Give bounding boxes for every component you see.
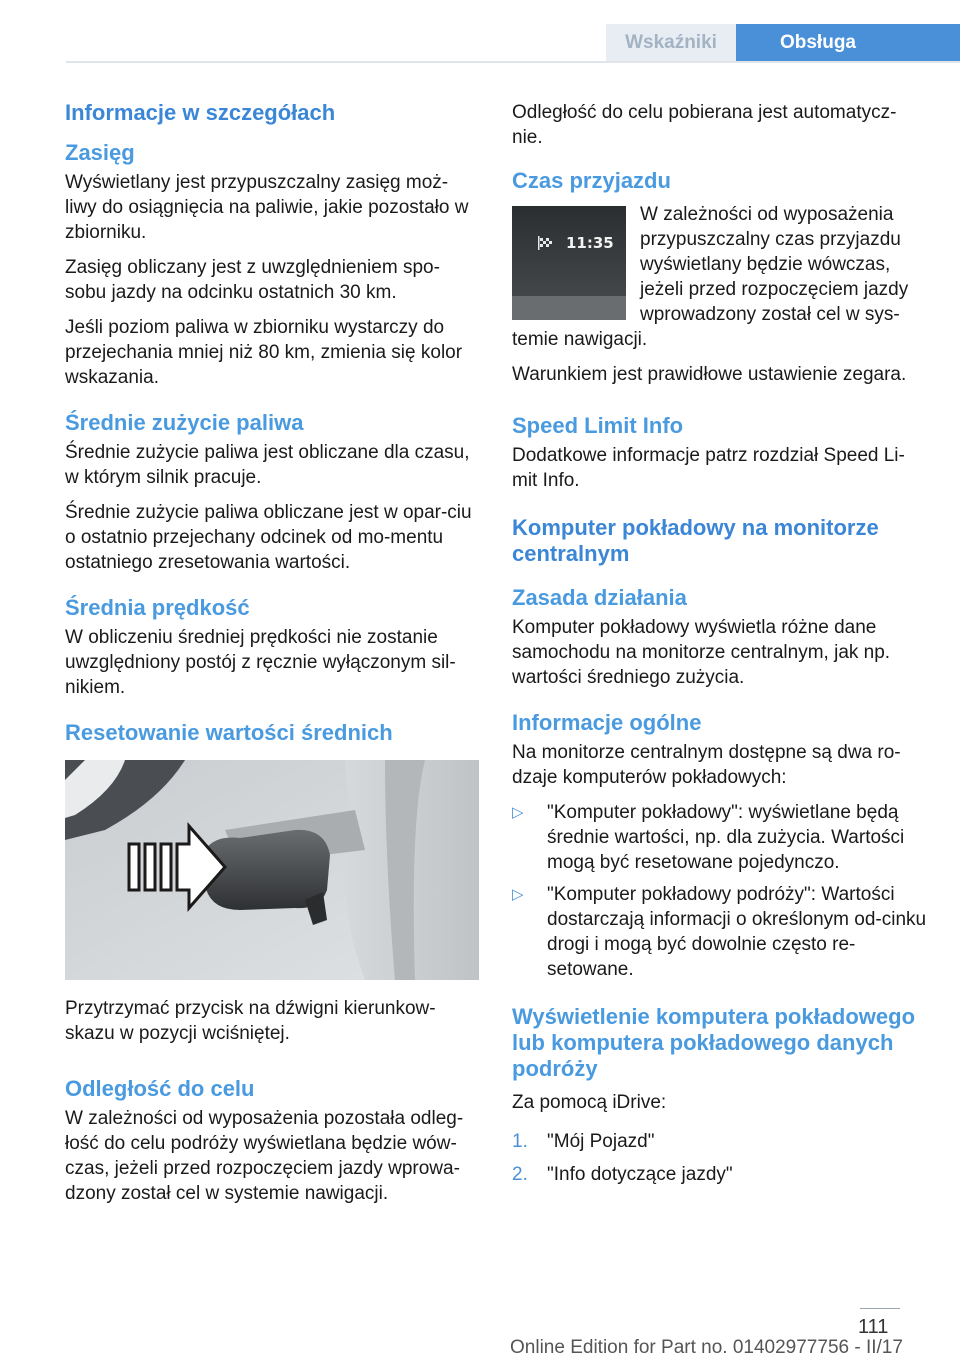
section-heading-onboard-computer: Komputer pokładowy na monitorze centralnym [512, 515, 879, 566]
subheading-avg-speed: Średnia prędkość [65, 595, 250, 620]
list-item: 2. "Info dotyczące jazdy" [512, 1164, 733, 1185]
arrival-time-value: 11:35 [566, 234, 614, 252]
page-header [66, 0, 960, 62]
paragraph: Przytrzymać przycisk na dźwigni kierunkow‐skazu w pozycji wciśniętej. [65, 998, 436, 1044]
right-column [512, 100, 927, 1195]
paragraph: Dodatkowe informacje patrz rozdział Speed Li‐mit Info. [512, 445, 905, 491]
header-divider [66, 61, 960, 63]
paragraph: Warunkiem jest prawidłowe ustawienie zegara. [512, 364, 907, 385]
subheading-general-info: Informacje ogólne [512, 710, 702, 735]
paragraph: Za pomocą iDrive: [512, 1092, 667, 1113]
paragraph: Zasięg obliczany jest z uwzględnieniem spo‐sobu jazdy na odcinku ostatnich 30 km. [65, 257, 440, 303]
subheading-range: Zasięg [65, 140, 135, 165]
subheading-arrival-time: Czas przyjazdu [512, 168, 671, 193]
tab-wskazniki[interactable]: Wskaźniki [606, 24, 736, 62]
arrival-time-block [512, 202, 927, 352]
idrive-steps-list [512, 1129, 927, 1187]
step-number: 1. [512, 1131, 528, 1152]
paragraph: W zależności od wyposażenia pozostała odleg‐łość do celu podróży wyświetlana będzie wów‐czas, jeżeli przed rozpoczęciem jazdy wprowa‐dzony został cel w systemie nawigacji. [65, 1108, 464, 1204]
paragraph: Średnie zużycie paliwa jest obliczane dla czasu, w którym silnik pracuje. [65, 442, 470, 488]
paragraph: W zależności od wyposażenia przypuszczalny czas przyjazdu wyświetlany będzie wówczas, jeżeli przed rozpoczęciem jazdy wprowadzony został cel w sys‐temie nawigacji. [512, 204, 909, 350]
triangle-bullet-icon: ▷ [512, 804, 524, 821]
footer-divider [860, 1308, 900, 1309]
paragraph: Komputer pokładowy wyświetla różne dane samochodu na monitorze centralnym, jak np. wartości średniego zużycia. [512, 617, 891, 688]
paragraph: Odległość do celu pobierana jest automatycz‐nie. [512, 102, 897, 148]
paragraph: Wyświetlany jest przypuszczalny zasięg moż‐liwy do osiągnięcia na paliwie, jakie pozostało w zbiorniku. [65, 172, 469, 243]
subheading-avg-consumption: Średnie zużycie paliwa [65, 410, 304, 435]
list-item: ▷ "Komputer pokładowy podróży": Wartości dostarczają informacji o określonym od‐cinku drogi i mogą być dowolnie często re‐setowane. [512, 884, 927, 980]
left-column [65, 100, 479, 1216]
arrival-time-display-image [512, 206, 626, 320]
computer-types-list [512, 800, 927, 982]
subheading-distance-to-destination: Odległość do celu [65, 1076, 255, 1101]
subheading-speed-limit-info: Speed Limit Info [512, 413, 684, 438]
edition-note: Online Edition for Part no. 01402977756 - II/17 [510, 1337, 903, 1358]
paragraph: Średnie zużycie paliwa obliczane jest w opar‐ciu o ostatnio przejechany odcinek od mo‐mentu ostatniego zresetowania wartości. [65, 502, 472, 573]
subheading-principle: Zasada działania [512, 585, 687, 610]
subheading-display-computer: Wyświetlenie komputera pokładowego lub komputera pokładowego danych podróży [512, 1004, 916, 1081]
list-item: ▷ "Komputer pokładowy": wyświetlane będą średnie wartości, np. dla zużycia. Wartości mogą być resetowane pojedynczo. [512, 802, 905, 873]
triangle-bullet-icon: ▷ [512, 886, 524, 903]
tab-obsluga[interactable]: Obsługa [736, 24, 960, 62]
step-number: 2. [512, 1164, 528, 1185]
subheading-reset-averages: Resetowanie wartości średnich [65, 720, 393, 745]
turn-signal-stalk-image [65, 760, 479, 980]
paragraph: W obliczeniu średniej prędkości nie zostanie uwzględniony postój z ręcznie wyłączonym sil‐nikiem. [65, 627, 456, 698]
paragraph: Na monitorze centralnym dostępne są dwa ro‐dzaje komputerów pokładowych: [512, 742, 901, 788]
page-number: 111 [858, 1316, 889, 1338]
paragraph: Jeśli poziom paliwa w zbiorniku wystarczy do przejechania mniej niż 80 km, zmienia się kolor wskazania. [65, 317, 463, 388]
section-heading-details: Informacje w szczegółach [65, 100, 336, 125]
list-item: 1. "Mój Pojazd" [512, 1131, 655, 1152]
